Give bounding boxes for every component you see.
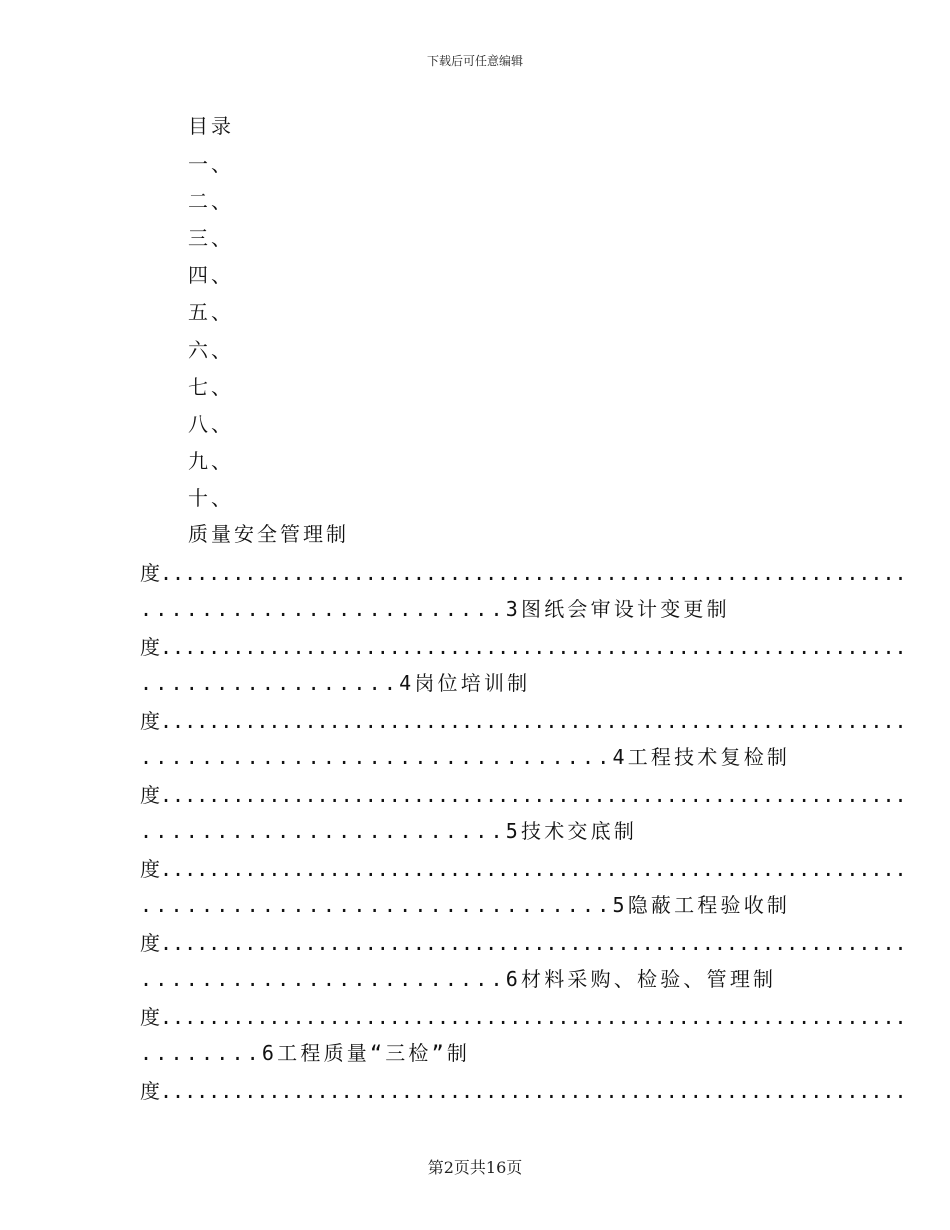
- toc-heading: 质量安全管理制: [188, 522, 349, 546]
- toc-numeral-6: 六、: [188, 338, 234, 362]
- toc-numeral-3: 三、: [188, 226, 234, 250]
- toc-line: ...............................5隐蔽工程验收制: [140, 893, 791, 917]
- toc-line: 度..............................................................: [140, 635, 907, 659]
- toc-line: ...............................4工程技术复检制: [140, 745, 791, 769]
- toc-numeral-8: 八、: [188, 412, 234, 436]
- toc-line: ........................5技术交底制: [140, 819, 638, 843]
- toc-line: ........................6材料采购、检验、管理制: [140, 967, 777, 991]
- toc-line: 度..............................................................: [140, 561, 907, 585]
- toc-numeral-7: 七、: [188, 375, 234, 399]
- toc-numeral-4: 四、: [188, 263, 234, 287]
- toc-line: 度..............................................................: [140, 931, 907, 955]
- toc-line: 度..............................................................: [140, 1079, 907, 1103]
- toc-numeral-10: 十、: [188, 486, 234, 510]
- toc-title: 目录: [188, 114, 234, 138]
- toc-line: 度..............................................................: [140, 857, 907, 881]
- toc-numeral-5: 五、: [188, 300, 234, 324]
- toc-numeral-1: 一、: [188, 152, 234, 176]
- toc-line: ........................3图纸会审设计变更制: [140, 597, 730, 621]
- toc-line: .................4岗位培训制: [140, 671, 531, 695]
- toc-line: 度..............................................................: [140, 709, 907, 733]
- toc-line: ........6工程质量“三检”制: [140, 1041, 471, 1065]
- toc-numeral-2: 二、: [188, 189, 234, 213]
- page-header: 下载后可任意编辑: [426, 54, 523, 68]
- page-footer: 第2页共16页: [427, 1158, 523, 1177]
- toc-numeral-9: 九、: [188, 449, 234, 473]
- toc-line: 度..............................................................: [140, 1005, 907, 1029]
- toc-line: 度..............................................................: [140, 783, 907, 807]
